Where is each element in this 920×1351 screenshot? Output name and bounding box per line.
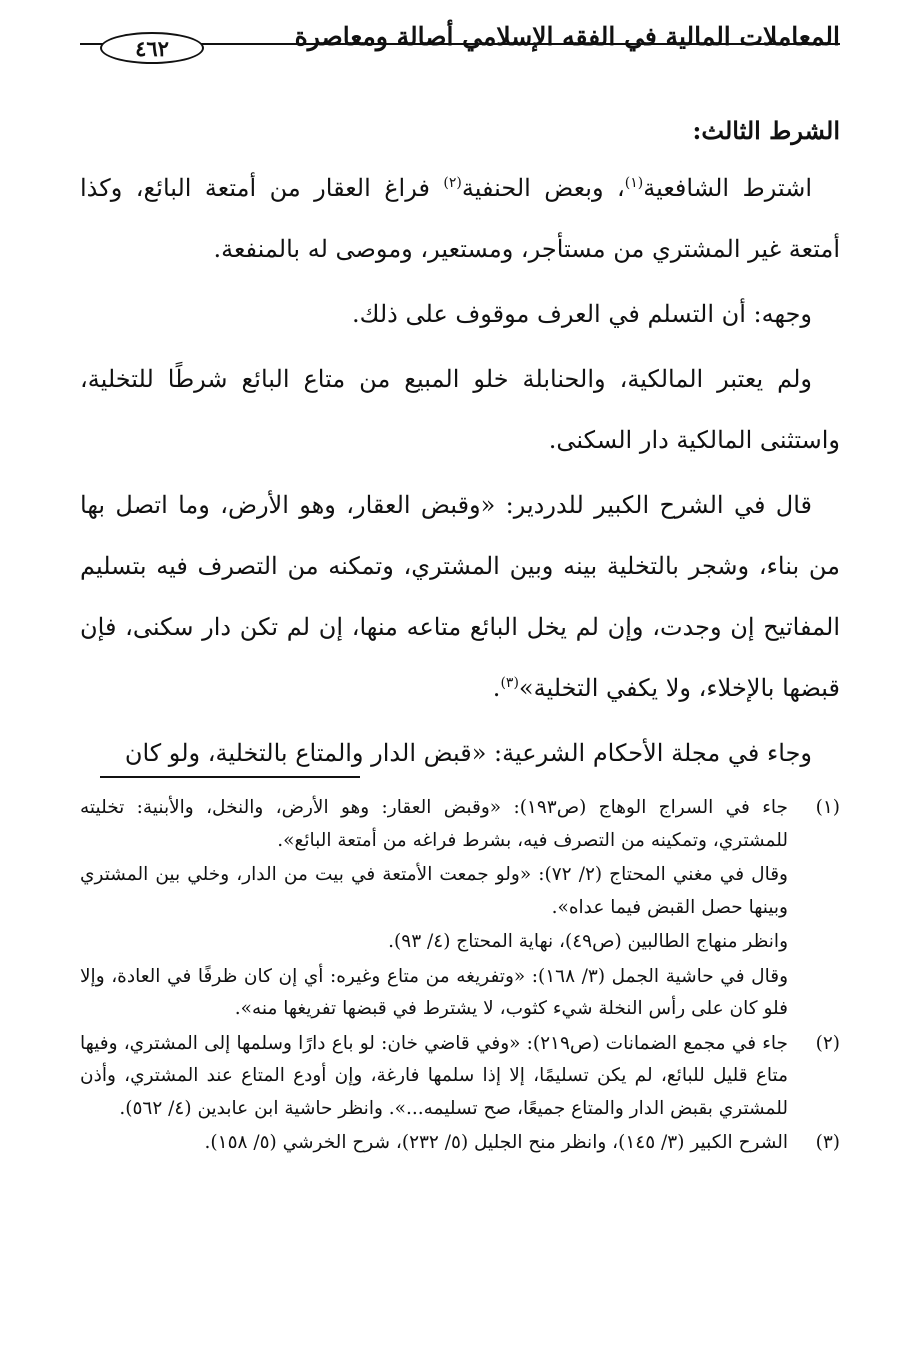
footnote-2 bbox=[80, 1028, 840, 1128]
page-number-badge bbox=[100, 32, 204, 64]
paragraph-2: وجهه: أن التسلم في العرف موقوف على ذلك. bbox=[352, 300, 812, 328]
footnote-line: وقال في مغني المحتاج (٢/ ٧٢): «ولو جمعت الأمتعة في بيت من الدار، وخلي بين المشتري وبينها حصل القبض فيما عداه». bbox=[80, 864, 788, 918]
footnote-body bbox=[80, 1127, 788, 1162]
book-title: المعاملات المالية في الفقه الإسلامي أصالة ومعاصرة bbox=[294, 22, 840, 51]
footnote-number: (٢) bbox=[815, 1032, 840, 1054]
footnote-body bbox=[80, 1028, 788, 1128]
paragraph-5: وجاء في مجلة الأحكام الشرعية: «قبض الدار والمتاع بالتخلية، ولو كان bbox=[124, 739, 812, 767]
paragraph-1: اشترط الشافعية$^{(١)}$، وبعض الحنفية$^{(٢)}$ فراغ العقار من أمتعة البائع، وكذا أمتعة غير المشتري من مستأجر، ومستعير، وموصى له بالمنفعة. bbox=[80, 174, 840, 263]
footnote-ref-3[interactable]: (٣) bbox=[500, 675, 519, 691]
main-text bbox=[80, 108, 840, 788]
footnote-number: (٣) bbox=[815, 1132, 840, 1153]
footnote-ref-2[interactable]: (٢) bbox=[443, 175, 462, 191]
footnote-line: جاء في السراج الوهاج (ص١٩٣): «وقبض العقار: وهو الأرض، والنخل، والأبنية: تخليته للمشتري، وتمكينه من التصرف فيه، بشرط فراغه من أمتعة البائع». bbox=[80, 797, 788, 851]
section-title: الشرط الثالث: bbox=[692, 116, 840, 145]
footnotes bbox=[80, 792, 840, 1162]
footnote-line: جاء في مجمع الضمانات (ص٢١٩): «وفي قاضي خان: لو باع دارًا وسلمها إلى المشتري، وفيها متاع قليل للبائع، لم يكن تسليمًا، إلا إذا سلمها فارغة، وإن أودع المتاع عند المشتري، وأذن للمشتري بقبض الدار والمتاع جميعًا، صح تسليمه...». وانظر حاشية ابن عابدين (٤/ ٥٦٢). bbox=[80, 1032, 788, 1119]
page-number: ٤٦٢ bbox=[135, 35, 169, 61]
footnote-separator bbox=[100, 776, 360, 778]
footnote-number: (١) bbox=[815, 797, 840, 818]
footnote-3 bbox=[80, 1127, 840, 1162]
paragraph-3: ولم يعتبر المالكية، والحنابلة خلو المبيع من متاع البائع شرطًا للتخلية، واستثنى المالكية دار السكنى. bbox=[80, 365, 840, 454]
footnote-1 bbox=[80, 792, 840, 1028]
footnote-body bbox=[80, 792, 788, 1028]
paragraph-4: قال في الشرح الكبير للدردير: «وقبض العقار، وهو الأرض، وما اتصل بها من بناء، وشجر بالتخلية بينه وبين المشتري، وتمكنه من التصرف فيه بتسليم المفاتيح إن وجدت، وإن لم يخل البائع متاعه منها، إن لم تكن دار سكنى، فإن قبضها بالإخلاء، ولا يكفي التخلية»$^{(٣)}$. bbox=[80, 491, 840, 702]
footnote-ref-1[interactable]: (١) bbox=[624, 175, 644, 191]
footnote-line: الشرح الكبير (٣/ ١٤٥)، وانظر منح الجليل (٥/ ٢٣٢)، شرح الخرشي (٥/ ١٥٨). bbox=[204, 1132, 788, 1153]
footnote-line: وانظر منهاج الطالبين (ص٤٩)، نهاية المحتاج (٤/ ٩٣). bbox=[388, 931, 788, 952]
footnote-line: وقال في حاشية الجمل (٣/ ١٦٨): «وتفريغه من متاع وغيره: أي إن كان ظرفًا في العادة، وإلا فلو كان على رأس النخلة شيء كثوب، لا يشترط في قبضها تفريغها منه». bbox=[80, 965, 789, 1019]
